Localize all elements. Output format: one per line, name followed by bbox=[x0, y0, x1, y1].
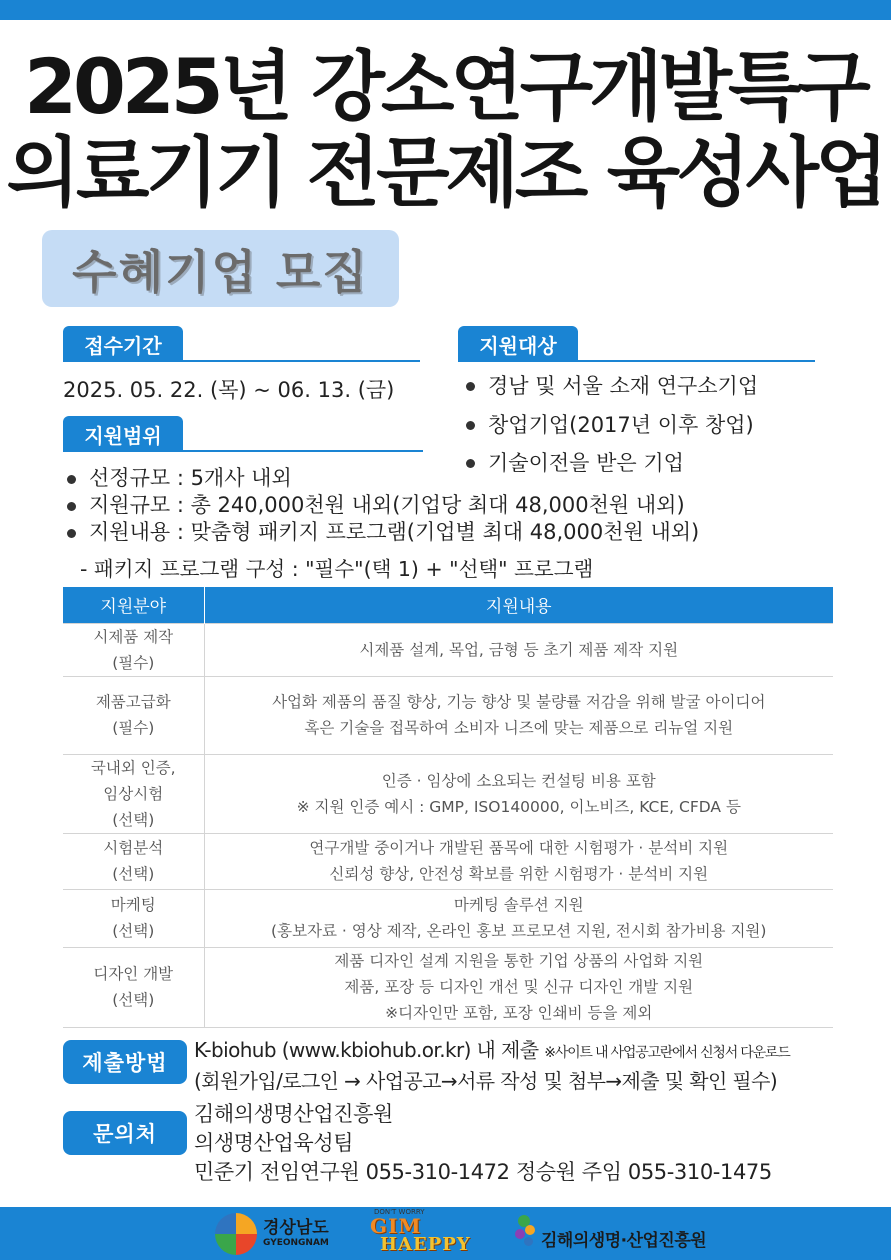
gyeongnam-emblem-icon bbox=[215, 1213, 257, 1255]
table-cell-field: 시험분석 (선택) bbox=[63, 833, 204, 889]
gimhaeppy-logo bbox=[370, 1209, 471, 1254]
list-item: 기술이전을 받은 기업 bbox=[462, 444, 758, 483]
gyeongnam-name-en: GYEONGNAM bbox=[263, 1238, 329, 1248]
table-cell-field: 제품고급화 (필수) bbox=[63, 676, 204, 754]
table-cell-content: 연구개발 중이거나 개발된 품목에 대한 시험평가 · 분석비 지원 신뢰성 향상, 안전성 확보를 위한 시험평가 · 분석비 지원 bbox=[204, 833, 833, 889]
table-row bbox=[63, 754, 833, 833]
contact-persons: 민준기 전임연구원 055-310-1472 정승원 주임 055-310-1475 bbox=[194, 1160, 772, 1184]
table-row bbox=[63, 947, 833, 1027]
table-row bbox=[63, 889, 833, 947]
table-header-field: 지원분야 bbox=[63, 587, 204, 623]
table-cell-field: 마케팅 (선택) bbox=[63, 889, 204, 947]
table-header-row bbox=[63, 587, 833, 623]
gyeongnam-name: 경상남도 bbox=[263, 1218, 329, 1238]
recruit-badge bbox=[42, 230, 399, 307]
institute-logo bbox=[515, 1212, 706, 1251]
recruit-badge-label: 수혜기업 모집 bbox=[72, 244, 369, 299]
table-header-content: 지원내용 bbox=[204, 587, 833, 623]
table-cell-content: 사업화 제품의 품질 향상, 기능 향상 및 불량률 저감을 위해 발굴 아이디어 혹은 기술을 접목하여 소비자 니즈에 맞는 제품으로 리뉴얼 지원 bbox=[204, 676, 833, 754]
gimhaeppy-tagline: DON'T WORRY bbox=[374, 1208, 425, 1216]
submit-method-tag: 제출방법 bbox=[63, 1040, 187, 1084]
title-line-2: 의료기기 전문제조 육성사업 bbox=[6, 128, 885, 217]
top-accent-bar bbox=[0, 0, 891, 20]
table-cell-field: 시제품 제작 (필수) bbox=[63, 623, 204, 676]
gimhaeppy-top: GIM bbox=[370, 1214, 422, 1238]
contact-team: 의생명산업육성팀 bbox=[194, 1131, 354, 1155]
table-row bbox=[63, 676, 833, 754]
institute-emblem-icon bbox=[515, 1215, 537, 1249]
list-item: 선정규모 : 5개사 내외 bbox=[63, 465, 699, 492]
gyeongnam-logo bbox=[215, 1213, 329, 1255]
contact-text bbox=[194, 1100, 772, 1187]
submit-line-1: K-biohub (www.kbiohub.or.kr) 내 제출 ※사이트 내 사업공고란에서 신청서 다운로드 bbox=[194, 1038, 790, 1062]
scope-tab: 지원범위 bbox=[63, 416, 183, 452]
title-line-1: 2025년 강소연구개발특구 bbox=[24, 42, 867, 131]
target-underline bbox=[458, 360, 815, 362]
table-cell-field: 국내외 인증, 임상시험 (선택) bbox=[63, 754, 204, 833]
table-cell-content: 제품 디자인 설계 지원을 통한 기업 상품의 사업화 지원 제품, 포장 등 디자인 개선 및 신규 디자인 개발 지원 ※디자인만 포함, 포장 인쇄비 등을 제외 bbox=[204, 947, 833, 1027]
table-cell-content: 시제품 설계, 목업, 금형 등 초기 제품 제작 지원 bbox=[204, 623, 833, 676]
list-item: 지원내용 : 맞춤형 패키지 프로그램(기업별 최대 48,000천원 내외) bbox=[63, 519, 699, 546]
package-note: - 패키지 프로그램 구성 : "필수"(택 1) + "선택" 프로그램 bbox=[80, 557, 594, 581]
submit-download-note: ※사이트 내 사업공고란에서 신청서 다운로드 bbox=[544, 1045, 790, 1061]
contact-tag: 문의처 bbox=[63, 1111, 187, 1155]
period-tab: 접수기간 bbox=[63, 326, 183, 362]
period-value: 2025. 05. 22. (목) ~ 06. 13. (금) bbox=[63, 378, 395, 402]
scope-underline bbox=[63, 450, 423, 452]
contact-org: 김해의생명산업진흥원 bbox=[194, 1102, 393, 1126]
target-tab: 지원대상 bbox=[458, 326, 578, 362]
list-item: 창업기업(2017년 이후 창업) bbox=[462, 406, 758, 445]
submit-method-text bbox=[194, 1036, 790, 1095]
institute-name: 김해의생명·산업진흥원 bbox=[541, 1231, 707, 1251]
list-item: 지원규모 : 총 240,000천원 내외(기업당 최대 48,000천원 내외) bbox=[63, 492, 699, 519]
list-item: 경남 및 서울 소재 연구소기업 bbox=[462, 367, 758, 406]
table-row bbox=[63, 623, 833, 676]
gimhaeppy-bottom: HAEPPY bbox=[380, 1234, 471, 1255]
support-table bbox=[63, 587, 833, 1028]
submit-line-2: (회원가입/로그인 → 사업공고→서류 작성 및 첨부→제출 및 확인 필수) bbox=[194, 1069, 778, 1093]
table-cell-content: 마케팅 솔루션 지원 (홍보자료 · 영상 제작, 온라인 홍보 프로모션 지원, 전시회 참가비용 지원) bbox=[204, 889, 833, 947]
scope-list bbox=[63, 465, 699, 546]
table-row bbox=[63, 833, 833, 889]
table-cell-content: 인증 · 임상에 소요되는 컨설팅 비용 포함 ※ 지원 인증 예시 : GMP, ISO140000, 이노비즈, KCE, CFDA 등 bbox=[204, 754, 833, 833]
period-underline bbox=[63, 360, 420, 362]
table-cell-field: 디자인 개발 (선택) bbox=[63, 947, 204, 1027]
